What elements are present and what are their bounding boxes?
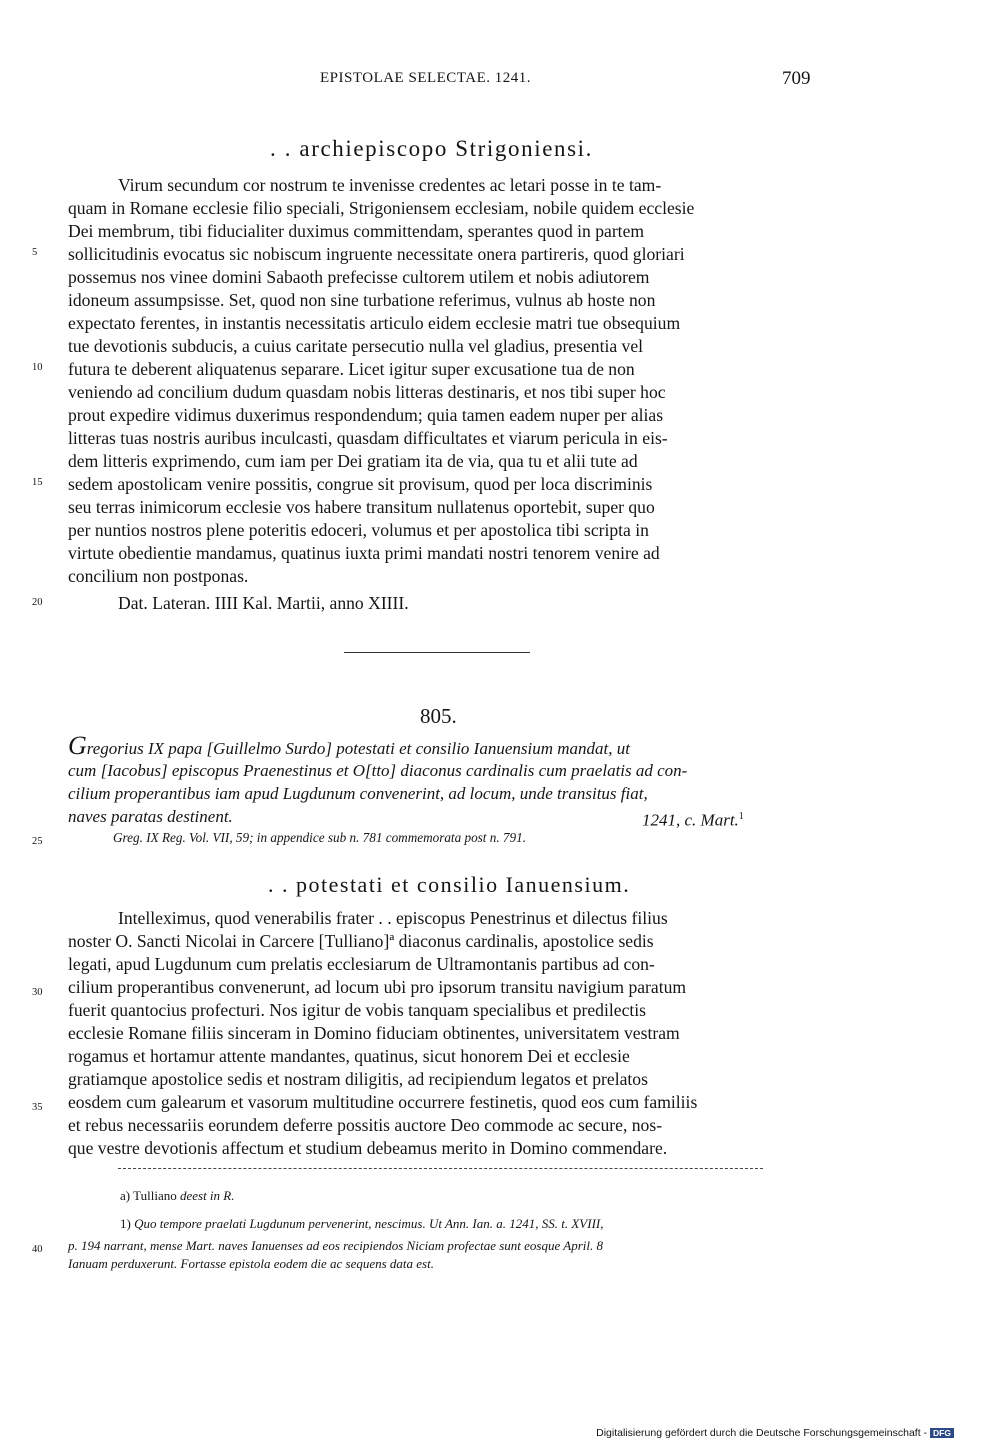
line-number: 25 [32, 836, 43, 847]
body-line: per nuntios nostros plene poteritis edoceri, volumus et per apostolica tibi scripta in [68, 520, 649, 540]
body-line: virtute obedientie mandamus, quatinus iuxta primi mandati nostri tenorem venire ad [68, 543, 660, 563]
body-line: sedem apostolicam venire possitis, congrue sit provisum, quod per loca discriminis [68, 474, 653, 494]
footnote-a-mark: a) [120, 1188, 131, 1203]
body-line: noster O. Sancti Nicolai in Carcere [Tulliano]ª diaconus cardinalis, apostolice sedis [68, 931, 654, 951]
body-line: Virum secundum cor nostrum te invenisse credentes ac letari posse in te tam- [118, 175, 662, 195]
body-line: legati, apud Lugdunum cum prelatis ecclesiarum de Ultramontanis partibus ad con- [68, 954, 655, 974]
line-number: 40 [32, 1244, 43, 1255]
regest-dropcap: G [68, 731, 87, 760]
body-line: quam in Romane ecclesie filio speciali, Strigoniensem ecclesiam, nobile quidem ecclesie [68, 198, 695, 218]
body-line: litteras tuas nostris auribus inculcasti, quasdam difficultates et viarum pericula in eis- [68, 428, 668, 448]
footnote-1 [120, 1216, 603, 1232]
regest-line: cum [Iacobus] episcopus Praenestinus et O[tto] diaconus cardinalis cum praelatis ad con- [68, 761, 688, 780]
body-line: veniendo ad concilium dudum quasdam nobis litteras destinaris, et nos tibi super hoc [68, 382, 666, 402]
footnote-divider [118, 1168, 763, 1169]
body-line: ecclesie Romane filiis sinceram in Domino fiduciam obtinentes, universitatem vestram [68, 1023, 680, 1043]
body-line: possemus nos vinee domini Sabaoth prefecisse cultorem utilem et nobis adiutorem [68, 267, 650, 287]
footnote-a-text: deest in R. [179, 1188, 235, 1203]
regest-text: regorius IX papa [Guillelmo Surdo] potestati et consilio Ianuensium mandat, ut [86, 739, 630, 758]
footnote-1-mark: 1) [120, 1216, 131, 1231]
body-line: prout expedire vidimus duxerimus respondendum; quia tamen eadem nuper per alias [68, 405, 664, 425]
body-line: rogamus et hortamur attente mandantes, quatinus, sicut honorem Dei et ecclesie [68, 1046, 630, 1066]
regest-date [642, 805, 744, 832]
footnote-1-line: Quo tempore praelati Lugdunum pervenerint, nescimus. Ut Ann. Ian. a. 1241, SS. t. XVIII, [134, 1216, 604, 1231]
digitization-text: Digitalisierung gefördert durch die Deutsche Forschungsgemeinschaft - [596, 1427, 928, 1439]
line-number: 5 [32, 247, 38, 258]
footnote-1-line: Ianuam perduxerunt. Fortasse epistola eodem die ac sequens data est. [68, 1256, 434, 1271]
body-line: cilium properantibus convenerunt, ad locum ubi pro ipsorum transitu navigium paratum [68, 977, 687, 997]
digitization-credit [596, 1427, 954, 1439]
body-line: que vestre devotionis affectum et studium debeamus merito in Domino commendare. [68, 1138, 668, 1158]
section-divider [344, 652, 530, 653]
footnote-ref: 1 [738, 811, 744, 822]
body-line: Intelleximus, quod venerabilis frater . . episcopus Penestrinus et dilectus filius [118, 908, 668, 928]
body-line: idoneum assumpsisse. Set, quod non sine turbatione referimus, vulnus ab hoste non [68, 290, 656, 310]
line-number: 10 [32, 362, 43, 373]
body-line: sollicitudinis evocatus sic nobiscum ingruente necessitate onera partireris, quod gloriari [68, 244, 685, 264]
body-line: expectato ferentes, in instantis necessitatis articulo eidem ecclesie matri tue obsequium [68, 313, 681, 333]
page-number: 709 [782, 68, 811, 89]
footnote-1-line: p. 194 narrant, mense Mart. naves Ianuenses ad eos recipiendos Niciam profectae sunt eosque April. 8 [68, 1238, 603, 1253]
body-line: Dei membrum, tibi fiducialiter duximus committendam, sperantes quod in partem [68, 221, 645, 241]
body-line: gratiamque apostolice sedis et nostram diligitis, ad recipiendum legatos et prelatos [68, 1069, 648, 1089]
source-reference: Greg. IX Reg. Vol. VII, 59; in appendice sub n. 781 commemorata post n. 791. [113, 830, 527, 845]
regest-line [68, 731, 630, 760]
footnote-a-word: Tulliano [133, 1188, 177, 1203]
regest-date-text: 1241, c. Mart. [642, 810, 739, 830]
letter-address-heading: . . potestati et consilio Ianuensium. [268, 872, 631, 897]
regest-line: cilium properantibus iam apud Lugdunum convenerint, ad locum, unde transitus fiat, [68, 784, 648, 803]
regest-line: naves paratas destinent. [68, 807, 233, 826]
dfg-logo: DFG [930, 1428, 954, 1438]
line-number: 35 [32, 1102, 43, 1113]
body-line: fuerit quantocius profecturi. Nos igitur de vobis tanquam specialibus et predilectis [68, 1000, 646, 1020]
letter-address-heading: . . archiepiscopo Strigoniensi. [270, 136, 593, 161]
body-line: concilium non postponas. [68, 566, 249, 586]
footnote-a [120, 1188, 234, 1204]
line-number: 30 [32, 987, 43, 998]
running-head: EPISTOLAE SELECTAE. 1241. [320, 70, 532, 86]
body-line: dem litteris exprimendo, cum iam per Dei gratiam ita de via, qua tu et alii tute ad [68, 451, 638, 471]
letter-number: 805. [420, 704, 457, 728]
dating-clause: Dat. Lateran. IIII Kal. Martii, anno XIIII. [118, 593, 409, 613]
line-number: 15 [32, 477, 43, 488]
body-line: futura te deberent aliquatenus separare. Licet igitur super excusatione tua de non [68, 359, 635, 379]
body-line: eosdem cum galearum et vasorum multitudine occurrere festinetis, quod eos cum familiis [68, 1092, 698, 1112]
line-number: 20 [32, 597, 43, 608]
body-line: seu terras inimicorum ecclesie vos habere transitum nullatenus oportebit, super quo [68, 497, 655, 517]
body-line: tue devotionis subducis, a cuius caritate persecutio nulla vel gladius, presentia vel [68, 336, 644, 356]
body-line: et rebus necessariis eorundem deferre possitis auctore Deo commode ac secure, nos- [68, 1115, 663, 1135]
